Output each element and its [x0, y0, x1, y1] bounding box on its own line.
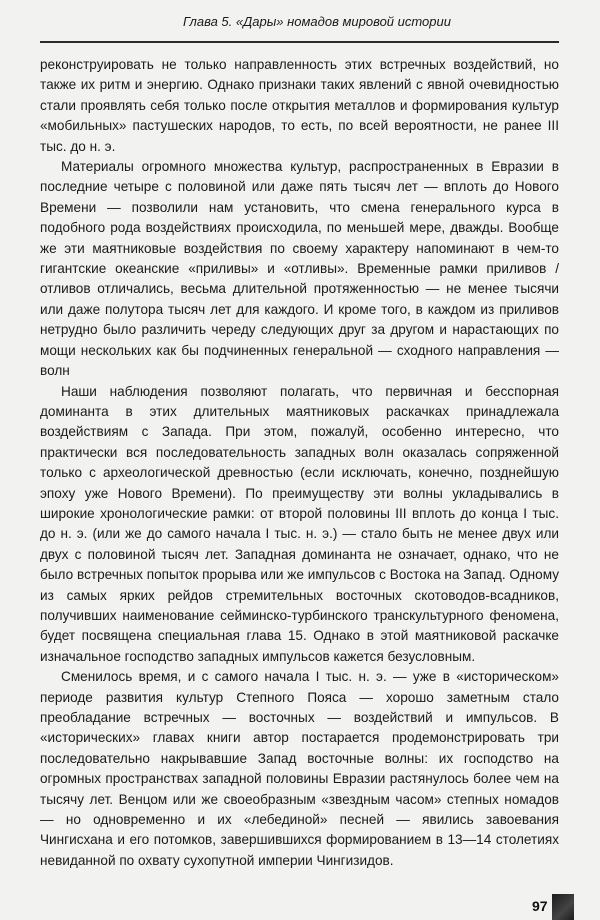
paragraph: Сменилось время, и с самого начала I тыс. н. э. — уже в «историческом» периоде развития культур Степного Пояса — хорошо заметным стало преобладание встречных — восточных — воздействий и импульсов. В «исторических» главах книги автор постарается продемонстрировать три последовательно накрывавшие Запад восточные волны: их господство на огромных пространствах западной половины Евразии растянулось более чем на тысячу лет. Венцом или же своеобразным «звездным часом» степных номадов — но одновременно и их «лебединой» песней — явились завоевания Чингисхана и его потомков, завершившихся формированием в 13—14 столетиях невиданной по охвату сухопутной империи Чингизидов. [40, 669, 559, 868]
header-divider [40, 41, 559, 43]
paragraph: Наши наблюдения позволяют полагать, что первичная и бесспорная доминанта в этих длительных маятниковых раскачках принадлежала воздействиям с Запада. При этом, пожалуй, особенно интересно, что практически вся последовательность западных волн оказалась сопряженной только с археологической древностью (если исключать, конечно, позднейшую эпоху уже Нового Времени). По преимуществу эти волны укладывались в широкие хронологические рамки: от второй половины III вплоть до конца I тыс. до н. э. (или же до самого начала I тыс. н. э.) — стало быть не менее двух или двух с половиной тысяч лет. Западная доминанта не означает, однако, что не было встречных попыток прорыва или же импульсов с Востока на Запад. Одному из самых ярких рейдов стремительных восточных скотоводов-всадников, получивших наименование сейминско-турбинского транскультурного феномена, будет посвящена специальная глава 15. Однако в этой маятниковой раскачке изначальное господство западных импульсов кажется безусловным. [40, 383, 559, 664]
running-title: Глава 5. «Дары» номадов мировой истории [183, 14, 451, 29]
paragraph: реконструировать не только направленность этих встречных воздействий, но также их ритм и энергию. Однако признаки таких явлений с явной очевидностью стали проявлять себя только после открытия металлов и формирования культур «мобильных» пастушеских народов, то есть, по всей вероятности, не ранее III тыс. до н. э. [40, 57, 559, 154]
page-number: 97 [532, 898, 548, 914]
page-corner-mark [552, 894, 574, 920]
paragraph: Материалы огромного множества культур, распространенных в Евразии в последние четыре с половиной или даже пять тысяч лет — вплоть до Нового Времени — позволили нам установить, что смена генерального курса в подобного рода воздействиях происходила, по меньшей мере, дважды. Вообще же эти маятниковые воздействия по своему характеру напоминают в чем-то гигантские океанские «приливы» и «отливы». Временные рамки приливов / отливов отличались, весьма длительной протяженностью — не менее тысячи или даже полутора тысяч лет для каждого. И кроме того, в каждом из приливов нетрудно было различить череду следующих друг за другом и нарастающих по мощи нескольких как бы подчиненных генеральной — сходного направления — волн [40, 159, 559, 379]
body-text [40, 55, 559, 871]
